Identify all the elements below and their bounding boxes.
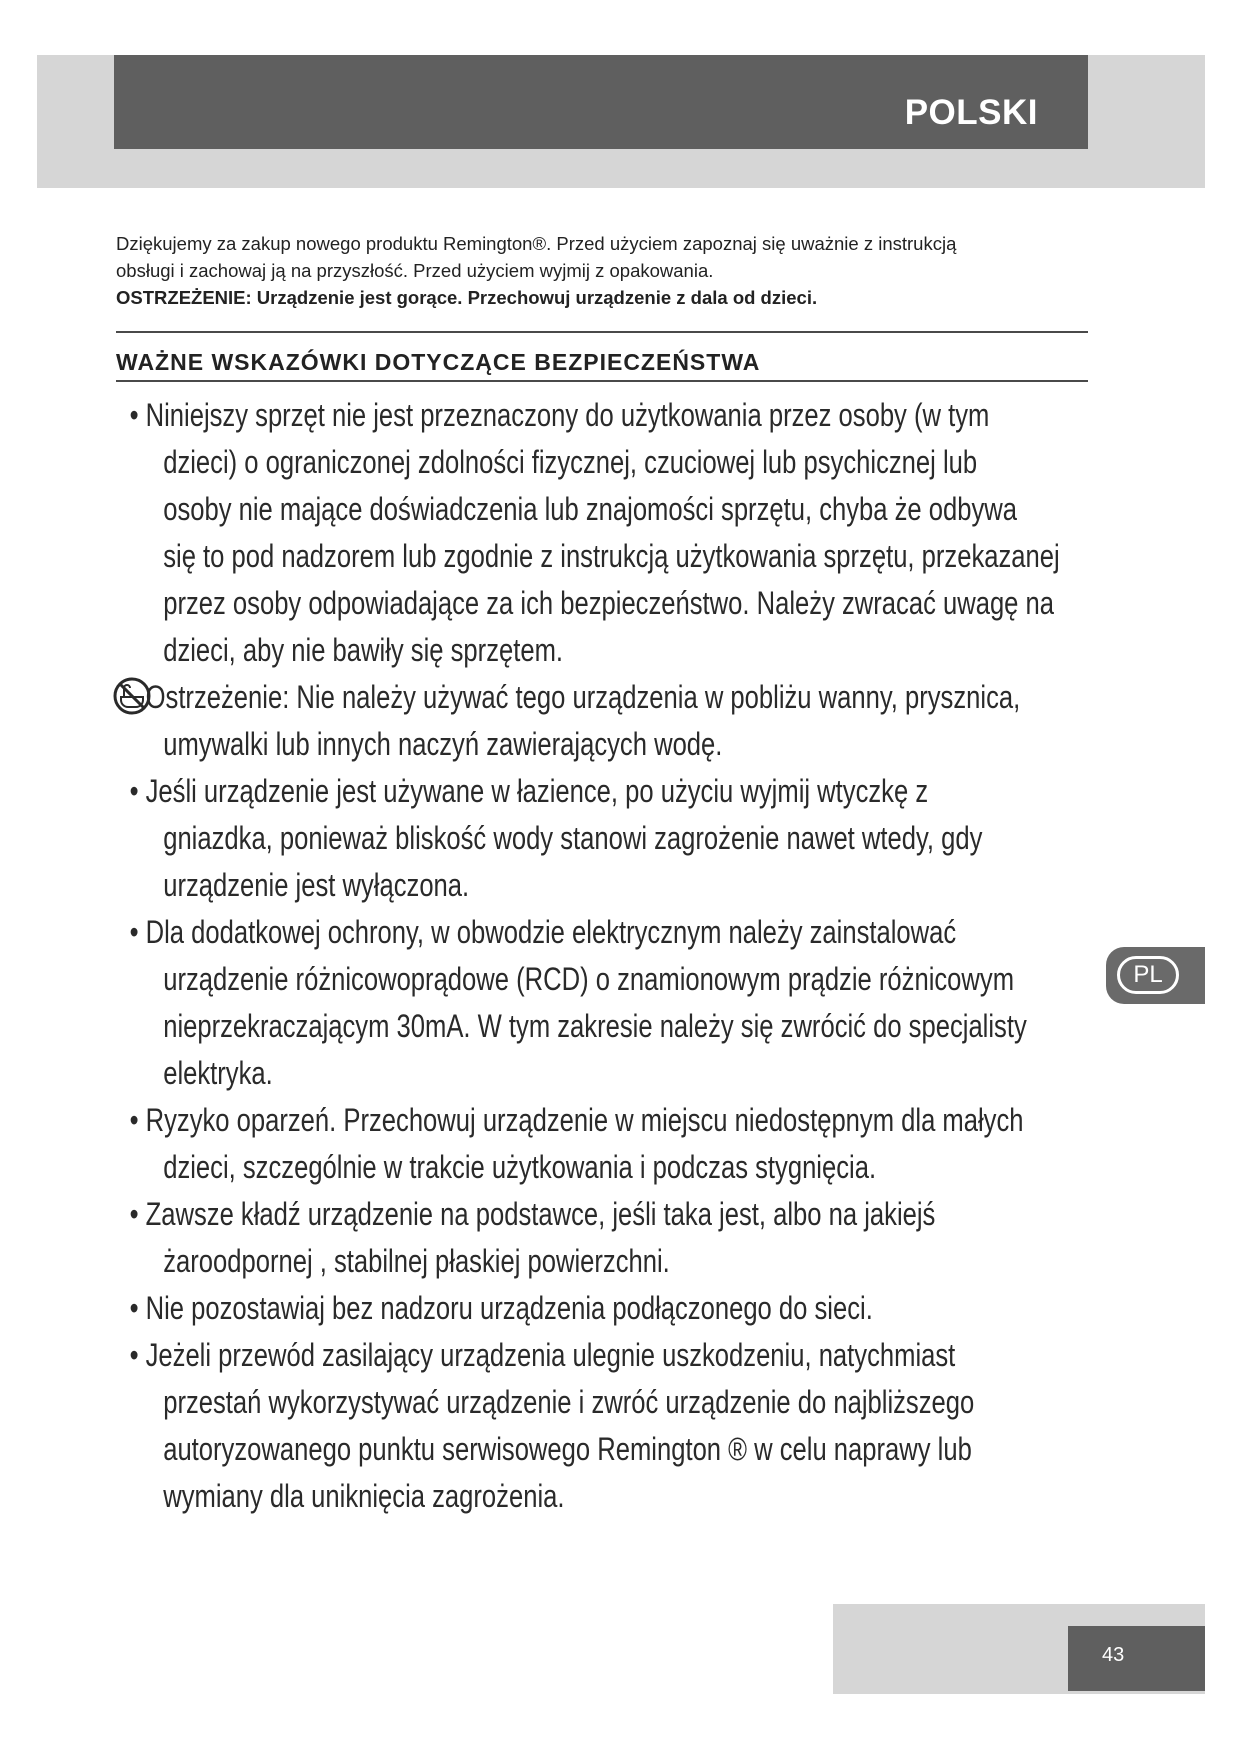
warning-item [112, 674, 1096, 768]
language-header [114, 55, 1088, 149]
heading-rule-bottom [116, 380, 1088, 382]
bullet: • [129, 914, 139, 950]
safety-list [112, 392, 1096, 1520]
item-line: przez osoby odpowiadające za ich bezpieczeństwo. Należy zwracać uwagę na [163, 585, 1054, 621]
bullet: • [129, 1196, 139, 1232]
intro-text [116, 229, 1076, 310]
page-number: 43 [1102, 1644, 1125, 1666]
bullet: • [129, 397, 139, 433]
section-heading: WAŻNE WSKAZÓWKI DOTYCZĄCE BEZPIECZEŃSTWA [116, 349, 761, 375]
bullet: • [129, 1290, 139, 1326]
item-line: autoryzowanego punktu serwisowego Remington ® w celu naprawy lub [163, 1431, 972, 1467]
item-line: umywalki lub innych naczyń zawierających wodę. [163, 726, 723, 762]
list-item [112, 392, 1096, 674]
item-line: przestań wykorzystywać urządzenie i zwróć urządzenie do najbliższego [163, 1384, 975, 1420]
item-line: Ryzyko oparzeń. Przechowuj urządzenie w miejscu niedostępnym dla małych [145, 1102, 1024, 1138]
item-line: Jeżeli przewód zasilający urządzenia ulegnie uszkodzeniu, natychmiast [145, 1337, 956, 1373]
heat-warning: OSTRZEŻENIE: Urządzenie jest gorące. Przechowuj urządzenie z dala od dzieci. [116, 287, 818, 308]
item-line: się to pod nadzorem lub zgodnie z instrukcją użytkowania sprzętu, przekazanej [163, 538, 1060, 574]
list-item [112, 1191, 1096, 1285]
list-item [112, 1285, 1096, 1332]
bullet: • [129, 773, 139, 809]
item-line: Niniejszy sprzęt nie jest przeznaczony do użytkowania przez osoby (w tym [145, 397, 990, 433]
language-title: POLSKI [904, 93, 1038, 132]
item-line: Jeśli urządzenie jest używane w łazience, po użyciu wyjmij wtyczkę z [145, 773, 929, 809]
bullet: • [129, 1102, 139, 1138]
language-badge: PL [1117, 956, 1179, 994]
item-line: dzieci, aby nie bawiły się sprzętem. [163, 632, 564, 668]
intro-line-2: obsługi i zachowaj ją na przyszłość. Przed użyciem wyjmij z opakowania. [116, 260, 714, 281]
item-line: dzieci, szczególnie w trakcie użytkowania i podczas stygnięcia. [163, 1149, 877, 1185]
page-number-box [1068, 1626, 1205, 1691]
item-line: Ostrzeżenie: Nie należy używać tego urządzenia w pobliżu wanny, prysznica, [145, 679, 1021, 715]
list-item [112, 768, 1096, 909]
item-line: żaroodpornej , stabilnej płaskiej powierzchni. [163, 1243, 670, 1279]
item-line: urządzenie jest wyłączona. [163, 867, 470, 903]
item-line: elektryka. [163, 1055, 273, 1091]
item-line: nieprzekraczającym 30mA. W tym zakresie należy się zwrócić do specjalisty [163, 1008, 1027, 1044]
list-item [112, 1332, 1096, 1520]
item-line: dzieci) o ograniczonej zdolności fizycznej, czuciowej lub psychicznej lub [163, 444, 978, 480]
item-line: osoby nie mające doświadczenia lub znajomości sprzętu, chyba że odbywa [163, 491, 1017, 527]
item-line: Nie pozostawiaj bez nadzoru urządzenia podłączonego do sieci. [145, 1290, 873, 1326]
item-line: Dla dodatkowej ochrony, w obwodzie elektrycznym należy zainstalować [145, 914, 957, 950]
language-tab [1106, 947, 1205, 1004]
item-line: wymiany dla uniknięcia zagrożenia. [163, 1478, 565, 1514]
list-item [112, 909, 1096, 1097]
item-line: Zawsze kładź urządzenie na podstawce, jeśli taka jest, albo na jakiejś [145, 1196, 936, 1232]
list-item [112, 1097, 1096, 1191]
heading-rule-top [116, 331, 1088, 333]
item-line: urządzenie różnicowoprądowe (RCD) o znamionowym prądzie różnicowym [163, 961, 1015, 997]
bullet: • [129, 1337, 139, 1373]
intro-line-1: Dziękujemy za zakup nowego produktu Remington®. Przed użyciem zapoznaj się uważnie z instrukcją [116, 233, 957, 254]
item-line: gniazdka, ponieważ bliskość wody stanowi zagrożenie nawet wtedy, gdy [163, 820, 983, 856]
